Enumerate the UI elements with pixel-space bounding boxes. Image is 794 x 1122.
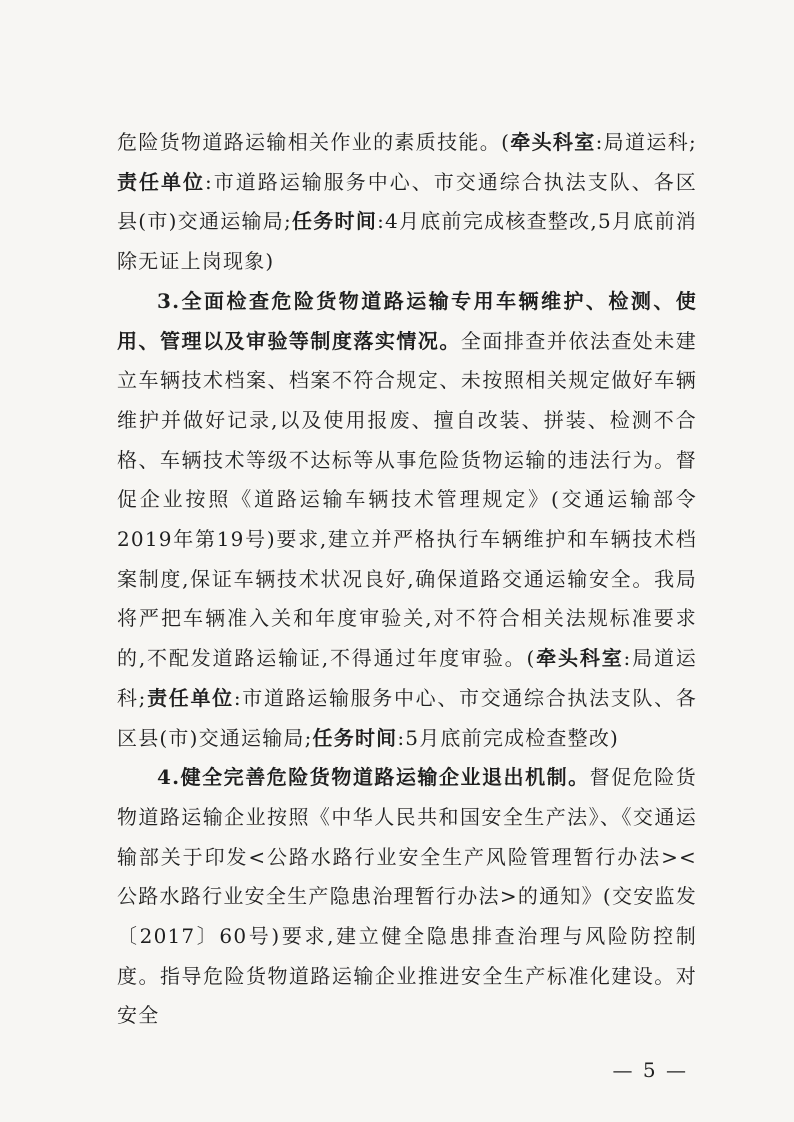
- p1-text-4: :4月底前完成核查整改,5月底前消除无证上岗现象): [117, 209, 697, 274]
- p2-text-3: :市道路运输服务中心、市交通综合执法支队、各区县(市)交通运输局;: [117, 685, 698, 750]
- p1-lead-dept-label: 牵头科室: [510, 130, 596, 154]
- page-number: — 5 —: [612, 1058, 688, 1082]
- p3-text-1: 督促危险货物道路运输企业按照《中华人民共和国安全生产法》、《交通运输部关于印发<公路水路行业安全生产风险管理暂行办法><公路水路行业安全生产隐患治理暂行办法>的通知》(交安监发〔2017〕60号)要求,建立健全隐患排查治理与风险防控制度。指导危险货物道路运输企业推进安全生产标准化建设。对安全: [117, 765, 697, 1028]
- paragraph-1: [117, 123, 697, 282]
- p2-responsible-label: 责任单位: [146, 685, 234, 710]
- p1-text-2: :局道运科;: [595, 130, 697, 154]
- p2-heading: 3.全面检查危险货物道路运输专用车辆维护、检测、使用、管理以及审验等制度落实情况。: [117, 288, 697, 353]
- p2-text-4: :5月底前完成检查整改): [397, 725, 620, 750]
- p1-deadline-label: 任务时间: [291, 209, 378, 234]
- p3-heading: 4.健全完善危险货物道路运输企业退出机制。: [157, 765, 590, 790]
- p2-deadline-label: 任务时间: [312, 725, 398, 750]
- paragraph-3: [117, 758, 697, 1036]
- p2-text-2: :局道运科;: [117, 646, 698, 710]
- paragraph-2: [117, 282, 697, 758]
- p2-text-1: 全面排查并依法查处未建立车辆技术档案、档案不符合规定、未按照相关规定做好车辆维护并做好记录,以及使用报废、擅自改装、拼装、检测不合格、车辆技术等级不达标等从事危险货物运输的违法行为。督促企业按照《道路运输车辆技术管理规定》(交通运输部令 2019年第19号)要求,建立并严格执行车辆维护和车辆技术档案制度,保证车辆技术状况良好,确保道路交通运输安全。我局将严把车辆准入关和年度审验关,对不符合相关法规标准要求的,不配发道路运输证,不得通过年度审验。(: [117, 328, 697, 671]
- document-body: [117, 123, 697, 1036]
- p1-text-1: 危险货物道路运输相关作业的素质技能。(: [117, 130, 511, 154]
- p2-lead-dept-label: 牵头科室: [535, 646, 624, 671]
- p1-responsible-label: 责任单位: [117, 169, 206, 194]
- p1-text-3: :市道路运输服务中心、市交通综合执法支队、各区县(市)交通运输局;: [117, 169, 697, 234]
